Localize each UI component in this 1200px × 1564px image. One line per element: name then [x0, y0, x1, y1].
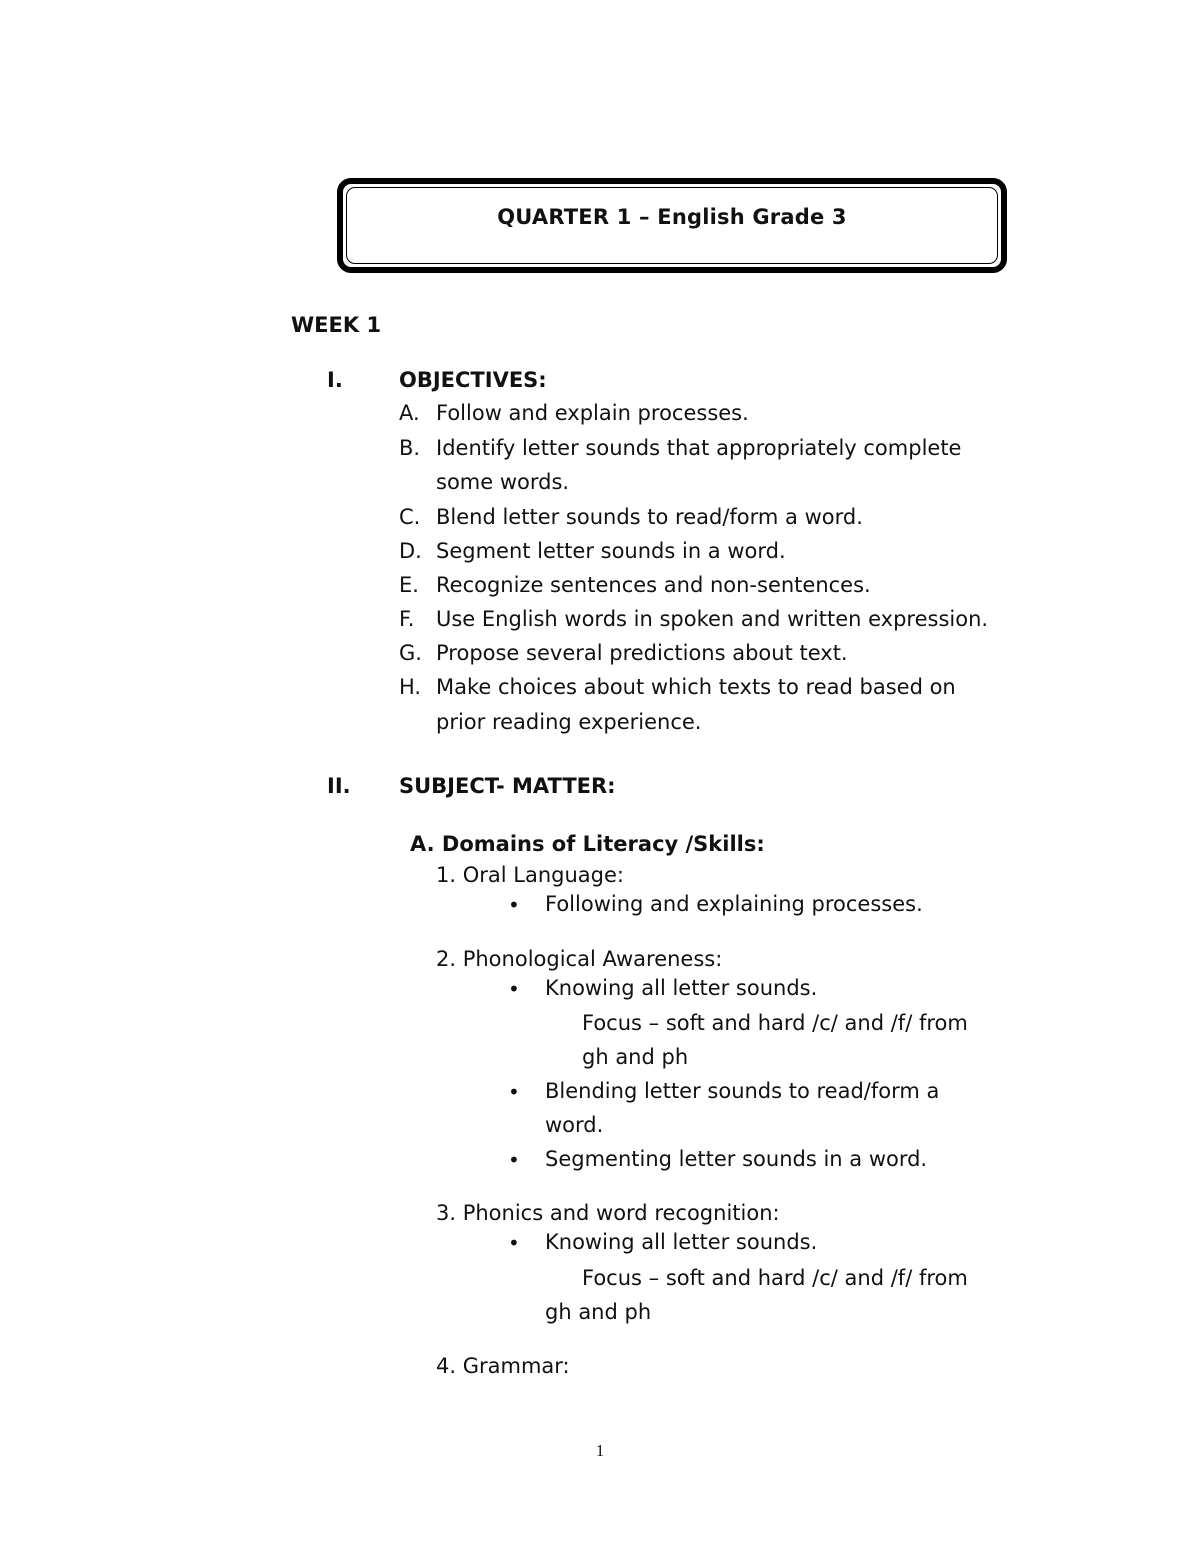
objective-letter: B.	[399, 436, 421, 460]
list-item: Knowing all letter sounds.	[545, 1230, 818, 1254]
bullet-icon: •	[508, 1080, 520, 1104]
focus-text: Focus – soft and hard /c/ and /f/ from	[582, 1266, 968, 1290]
subject-matter-heading: SUBJECT- MATTER:	[399, 774, 616, 798]
oral-language-heading: 1. Oral Language:	[436, 863, 624, 887]
objective-letter: E.	[399, 573, 419, 597]
objectives-numeral: I.	[327, 368, 343, 392]
focus-text-continued: gh and ph	[545, 1300, 652, 1324]
list-item-continued: word.	[545, 1113, 604, 1137]
bullet-icon: •	[508, 1148, 520, 1172]
list-item: Knowing all letter sounds.	[545, 976, 818, 1000]
page-title: QUARTER 1 – English Grade 3	[497, 205, 847, 229]
objective-letter: H.	[399, 675, 422, 699]
objective-letter: F.	[399, 607, 415, 631]
phonics-heading: 3. Phonics and word recognition:	[436, 1201, 780, 1225]
page-number: 1	[595, 1441, 605, 1460]
objective-letter: A.	[399, 401, 420, 425]
list-item: Blending letter sounds to read/form a	[545, 1079, 940, 1103]
domains-heading: A. Domains of Literacy /Skills:	[410, 832, 765, 856]
objectives-heading: OBJECTIVES:	[399, 368, 547, 392]
phonological-heading: 2. Phonological Awareness:	[436, 947, 723, 971]
objective-letter: D.	[399, 539, 422, 563]
focus-text-continued: gh and ph	[582, 1045, 689, 1069]
subject-matter-numeral: II.	[327, 774, 351, 798]
grammar-heading: 4. Grammar:	[436, 1354, 570, 1378]
objective-text-continued: some words.	[436, 470, 570, 494]
title-box	[337, 178, 1007, 273]
week-heading: WEEK 1	[291, 313, 382, 337]
objective-text: Identify letter sounds that appropriately complete	[436, 436, 962, 460]
objective-text: Use English words in spoken and written expression.	[436, 607, 989, 631]
objective-text: Recognize sentences and non-sentences.	[436, 573, 871, 597]
objective-letter: C.	[399, 505, 421, 529]
list-item: Following and explaining processes.	[545, 892, 923, 916]
bullet-icon: •	[508, 893, 520, 917]
objective-text: Make choices about which texts to read based on	[436, 675, 956, 699]
objective-text: Follow and explain processes.	[436, 401, 749, 425]
objective-text: Propose several predictions about text.	[436, 641, 848, 665]
objective-text-continued: prior reading experience.	[436, 710, 702, 734]
bullet-icon: •	[508, 977, 520, 1001]
list-item: Segmenting letter sounds in a word.	[545, 1147, 928, 1171]
objective-text: Segment letter sounds in a word.	[436, 539, 786, 563]
bullet-icon: •	[508, 1231, 520, 1255]
objective-text: Blend letter sounds to read/form a word.	[436, 505, 863, 529]
objective-letter: G.	[399, 641, 422, 665]
focus-text: Focus – soft and hard /c/ and /f/ from	[582, 1011, 968, 1035]
